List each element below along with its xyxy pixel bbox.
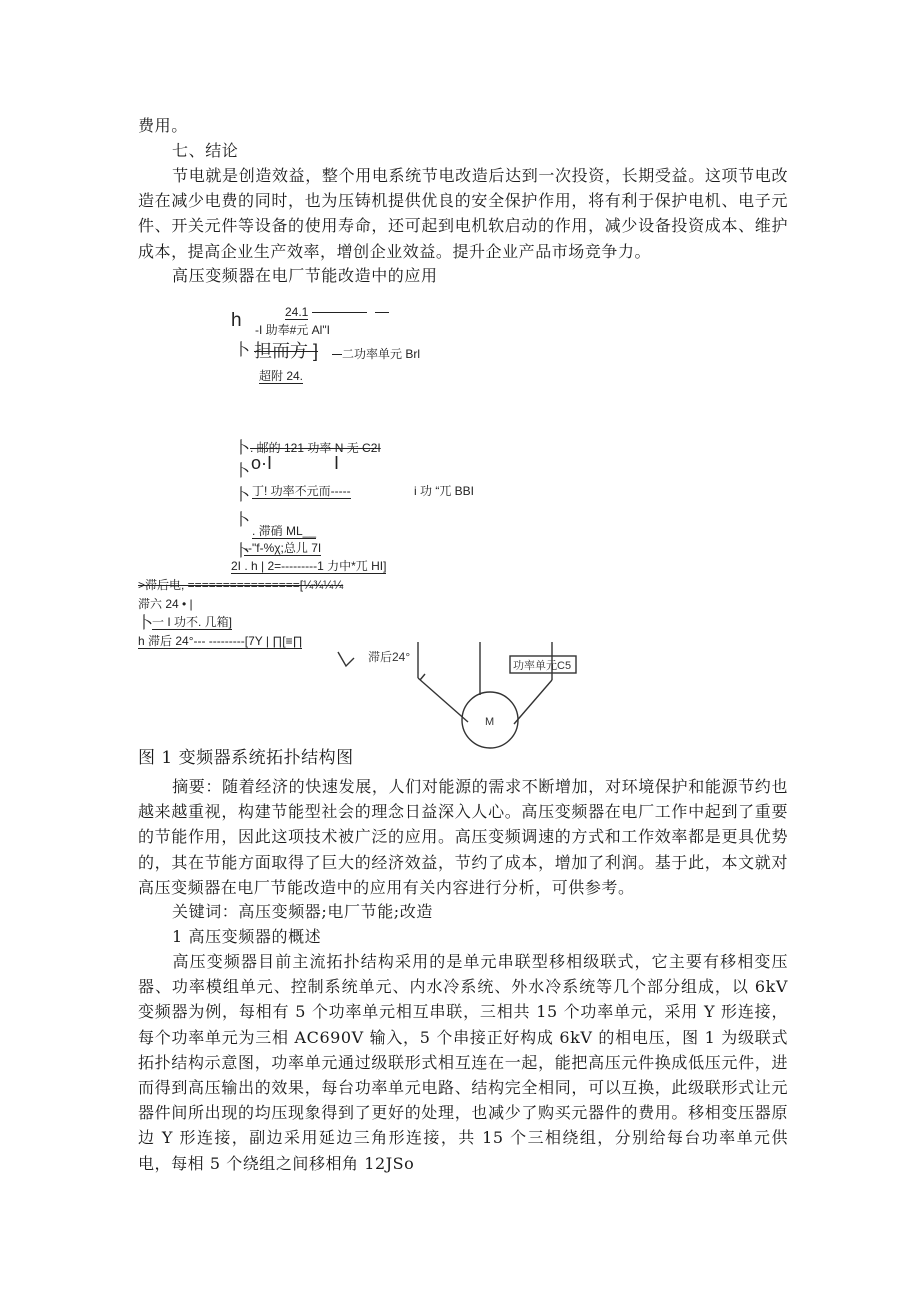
topology-sketch bbox=[330, 640, 590, 750]
section1-text: 高压变频器目前主流拓扑结构采用的是单元串联型移相级联式，它主要有移相变压器、功率模组单元、控制系统单元、内水冷系统、外水冷系统等几个部分组成，以 6kV 变频器为例，每相有 5 个功率单元相互串联，三相共 15 个功率单元，采用 Y 形连接，每个功率单元为三相 AC690V 输入，5 个串接正好构成 6kV 的相电压，图 1 为级联式拓扑结构示意图，功率单元通过级联形式相互连在一起，能把高压元件换成低压元件，进而得到高压输出的效果，每台功率单元电路、结构完全相同，可以互换，此级联形式让元器件间所出现的均压现象得到了更好的处理，也减少了购买元器件的费用。移相变压器原边 Y 形连接，副边采用延边三角形连接，共 15 个三相绕组，分别给每台功率单元供电，每相 5 个绕组之间移相角 12JSo bbox=[138, 952, 788, 1173]
diagram-ocr-line: -I 助奉#元 Al"I bbox=[255, 323, 330, 337]
diagram-ocr-line: 2I . h | 2=---------1 力中*兀 HI] bbox=[231, 559, 387, 573]
diagram-ocr-line: . 滞硝 ML__ bbox=[252, 524, 317, 538]
abstract-text: 摘要：随着经济的快速发展，人们对能源的需求不断增加，对环境保护和能源节约也越来越重视，构建节能型社会的理念日益深入人心。高压变频器在电厂工作中起到了重要的节能作用，因此这项技术被广泛的应用。高压变频调速的方式和工作效率都是更具优势的，其在节能方面取得了巨大的经济效益，节约了成本，增加了利润。基于此，本文就对高压变频器在电厂节能改造中的应用有关内容进行分析，可供参考。 bbox=[138, 777, 788, 897]
diagram-ocr-line: 24.1 bbox=[285, 304, 389, 320]
line-b bbox=[418, 678, 468, 722]
diagram-mark: 卜 bbox=[137, 615, 154, 632]
diagram-ocr-line: --"f-%χ;总儿 7I bbox=[244, 541, 322, 555]
diagram-mark: 卜 bbox=[234, 487, 251, 504]
diagram-ocr-line: . 邮的 121 功率 N 无 C2I bbox=[250, 441, 381, 455]
diagram-mark: 卜 bbox=[234, 342, 251, 359]
diagram-ocr-line: h 滞后 24°--- ---------[7Y | ∏[≡∏ bbox=[138, 634, 303, 648]
diagram-ocr-line: 超附 24. bbox=[259, 369, 304, 383]
motor-label: M bbox=[485, 716, 495, 728]
diagram-mark: h bbox=[231, 310, 242, 331]
section-heading-1: 1 高压变频器的概述 bbox=[172, 927, 322, 946]
continuation-text: 费用。 bbox=[138, 116, 188, 135]
diagram-ocr-line: 二功率单元 Brl bbox=[332, 346, 420, 362]
diagram-ocr-line: 担而方 ] bbox=[254, 341, 319, 361]
diagram-mark: 卜 bbox=[234, 512, 251, 529]
figure-caption: 图 1 变频器系统拓扑结构图 bbox=[138, 748, 354, 768]
unit-label: 功率单元C5 bbox=[513, 660, 572, 672]
article-title: 高压变频器在电厂节能改造中的应用 bbox=[172, 266, 438, 285]
abstract-paragraph bbox=[138, 774, 788, 900]
diagram-mark: 卜 bbox=[234, 440, 251, 457]
arrow-mark bbox=[338, 652, 354, 666]
diagram-mark: 卜 bbox=[234, 543, 251, 560]
section-heading-conclusion: 七、结论 bbox=[172, 141, 239, 160]
line-f bbox=[420, 674, 425, 680]
diagram-ocr-line: o·I bbox=[251, 453, 273, 473]
diagram-ocr-line: 滞六 24 • | bbox=[138, 597, 193, 611]
keywords: 关键词：高压变频器;电厂节能;改造 bbox=[172, 902, 433, 921]
diagram-mark: 卜 bbox=[234, 463, 251, 480]
conclusion-paragraph bbox=[138, 163, 788, 264]
lag-label: 滞后24° bbox=[368, 650, 411, 664]
diagram-ocr-line: >滞后电, ================[¼¾¼¼ bbox=[138, 578, 344, 592]
line-e bbox=[514, 680, 552, 724]
diagram-ocr-line: I bbox=[334, 453, 340, 473]
diagram-ocr-line: 丁! 功率不元而----- bbox=[252, 484, 351, 498]
conclusion-text: 节电就是创造效益，整个用电系统节电改造后达到一次投资，长期受益。这项节电改造在减少电费的同时，也为压铸机提供优良的安全保护作用，将有利于保护电机、电子元件、开关元件等设备的使用寿命，还可起到电机软启动的作用，减少设备投资成本、维护成本，提高企业生产效率，增创企业效益。提升企业产品市场竞争力。 bbox=[138, 166, 788, 261]
section1-paragraph bbox=[138, 949, 788, 1176]
diagram-ocr-line: 一 I 功不. 几箱] bbox=[152, 615, 233, 629]
diagram-ocr-line: i 功 “兀 BBI bbox=[414, 484, 475, 498]
